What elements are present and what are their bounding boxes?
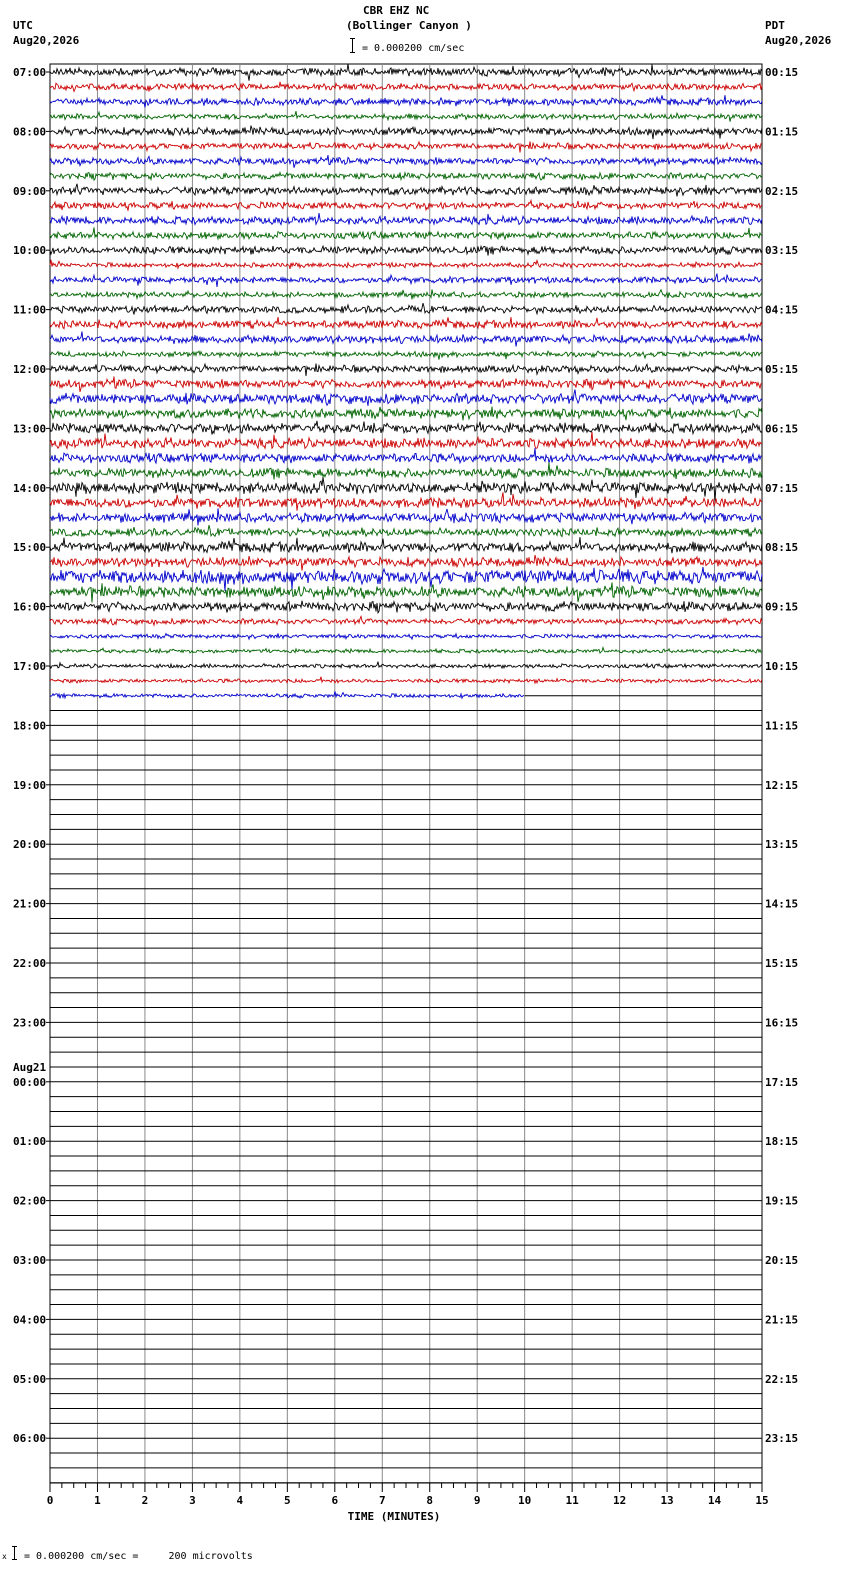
seismic-trace-row [50,260,762,269]
footer-scale-label: = 0.000200 cm/sec = 200 microvolts [24,1551,253,1562]
utc-hour-label: 17:00 [13,660,47,673]
x-tick-label: 1 [94,1494,101,1507]
utc-hour-label: 14:00 [13,481,47,495]
utc-hour-label: 20:00 [13,838,47,852]
utc-hour-label: 01:00 [13,1135,47,1149]
x-tick-label: 3 [189,1494,196,1507]
seismic-trace-row [50,421,762,435]
x-tick-label: 5 [284,1494,291,1507]
seismic-trace-row [50,677,762,683]
seismic-trace-row [50,82,762,92]
pdt-time-label: 17:15 [765,1075,799,1089]
x-axis-title: TIME (MINUTES) [347,1510,441,1523]
pdt-time-label: 23:15 [765,1432,799,1446]
seismic-trace-row [50,303,762,314]
seismic-trace-row [50,617,762,626]
x-tick-label: 11 [565,1494,579,1507]
seismic-trace-row [50,463,762,480]
seismic-trace-row [50,477,762,500]
pdt-time-label: 22:15 [765,1372,799,1386]
pdt-time-label: 02:15 [765,184,799,198]
left-timezone: UTC [13,19,33,32]
pdt-time-label: 21:15 [765,1313,799,1327]
pdt-time-label: 05:15 [765,363,799,376]
seismic-trace-row [50,126,762,140]
seismic-trace-row [50,582,762,602]
seismic-trace-row [50,227,762,239]
utc-hour-label: 02:00 [13,1194,47,1208]
pdt-time-label: 08:15 [765,541,799,555]
seismic-trace-row [50,601,762,613]
x-tick-label: 9 [473,1494,481,1507]
x-tick-label: 10 [518,1494,532,1507]
footer-scale-icon [14,1546,15,1560]
x-tick-label: 14 [707,1494,722,1507]
pdt-time-label: 09:15 [765,600,799,614]
utc-hour-label: 12:00 [13,363,47,376]
utc-hour-label: 21:00 [13,897,47,911]
seismic-trace-row [50,537,762,553]
x-tick-label: 0 [46,1494,54,1507]
utc-hour-label: 09:00 [13,184,47,198]
seismic-trace-row [50,662,762,669]
pdt-time-label: 07:15 [765,481,799,495]
utc-hour-label: 22:00 [13,957,47,970]
pdt-time-label: 14:15 [765,897,799,911]
seismic-trace-row [50,200,762,210]
utc-hour-label: 03:00 [13,1254,47,1267]
seismic-trace-row [50,508,762,525]
pdt-time-label: 11:15 [765,719,799,733]
x-tick-label: 15 [755,1494,769,1507]
utc-hour-label: 06:00 [13,1432,47,1446]
date-change-label: Aug21 [13,1060,47,1074]
footer-marker: x [2,1552,7,1561]
seismic-trace-row [50,289,762,299]
seismic-trace-row [50,213,762,224]
seismic-trace-row [50,407,762,421]
utc-hour-label: 11:00 [13,303,47,317]
seismic-trace-row [50,155,762,168]
right-date: Aug20,2026 [765,34,832,47]
seismic-trace-row [50,525,762,537]
seismic-trace-row [50,555,762,571]
x-tick-label: 2 [141,1494,149,1507]
seismic-trace-row [50,141,762,152]
pdt-time-label: 16:15 [765,1016,799,1030]
pdt-time-label: 13:15 [765,838,799,852]
site-title: (Bollinger Canyon ) [346,19,472,32]
pdt-time-label: 00:15 [765,66,799,79]
seismic-trace-row [50,648,762,654]
seismic-trace-row [50,390,762,406]
seismic-trace-row [50,111,762,122]
utc-hour-label: 19:00 [13,778,47,792]
scale-label: = 0.000200 cm/sec [362,43,465,54]
pdt-time-label: 18:15 [765,1135,799,1149]
pdt-time-label: 04:15 [765,303,799,317]
left-date: Aug20,2026 [13,34,80,47]
utc-hour-label: 08:00 [13,125,47,139]
utc-hour-label: 23:00 [13,1016,47,1030]
seismic-trace-row [50,332,762,347]
seismic-trace-row [50,432,762,449]
pdt-time-label: 20:15 [765,1254,799,1267]
pdt-time-label: 12:15 [765,778,799,792]
seismic-trace-row [50,351,762,360]
seismic-trace-row [50,377,762,392]
seismic-trace-row [50,633,762,639]
x-tick-label: 6 [331,1494,339,1507]
seismic-trace-row [50,448,762,463]
pdt-time-label: 19:15 [765,1194,799,1208]
utc-hour-label: 13:00 [13,422,47,436]
x-tick-label: 7 [378,1494,386,1507]
utc-hour-label: 15:00 [13,541,47,555]
seismic-trace-row [50,64,762,81]
seismic-trace-row [50,567,762,591]
pdt-time-label: 03:15 [765,244,799,258]
seismic-trace-row [50,317,762,329]
seismic-trace-row [50,274,762,287]
pdt-time-label: 06:15 [765,422,799,436]
pdt-time-label: 01:15 [765,125,799,139]
utc-hour-label: 16:00 [13,600,47,614]
utc-hour-label: 00:00 [13,1075,47,1089]
x-tick-label: 8 [426,1494,434,1507]
utc-hour-label: 05:00 [13,1372,47,1386]
utc-hour-label: 04:00 [13,1313,47,1327]
x-tick-label: 12 [612,1494,627,1507]
pdt-time-label: 10:15 [765,660,799,673]
x-tick-label: 13 [660,1494,674,1507]
seismic-trace-row [50,246,762,256]
right-timezone: PDT [765,19,785,32]
station-title: CBR EHZ NC [363,4,430,17]
pdt-time-label: 15:15 [765,957,799,970]
seismic-trace-row [50,364,762,376]
seismic-trace-row [50,492,762,510]
seismic-trace-row [50,172,762,180]
seismic-trace-row [50,95,762,107]
utc-hour-label: 10:00 [13,244,47,258]
utc-hour-label: 07:00 [13,66,47,79]
utc-hour-label: 18:00 [13,719,47,733]
seismic-trace-row [50,184,762,197]
x-tick-label: 4 [236,1494,244,1507]
